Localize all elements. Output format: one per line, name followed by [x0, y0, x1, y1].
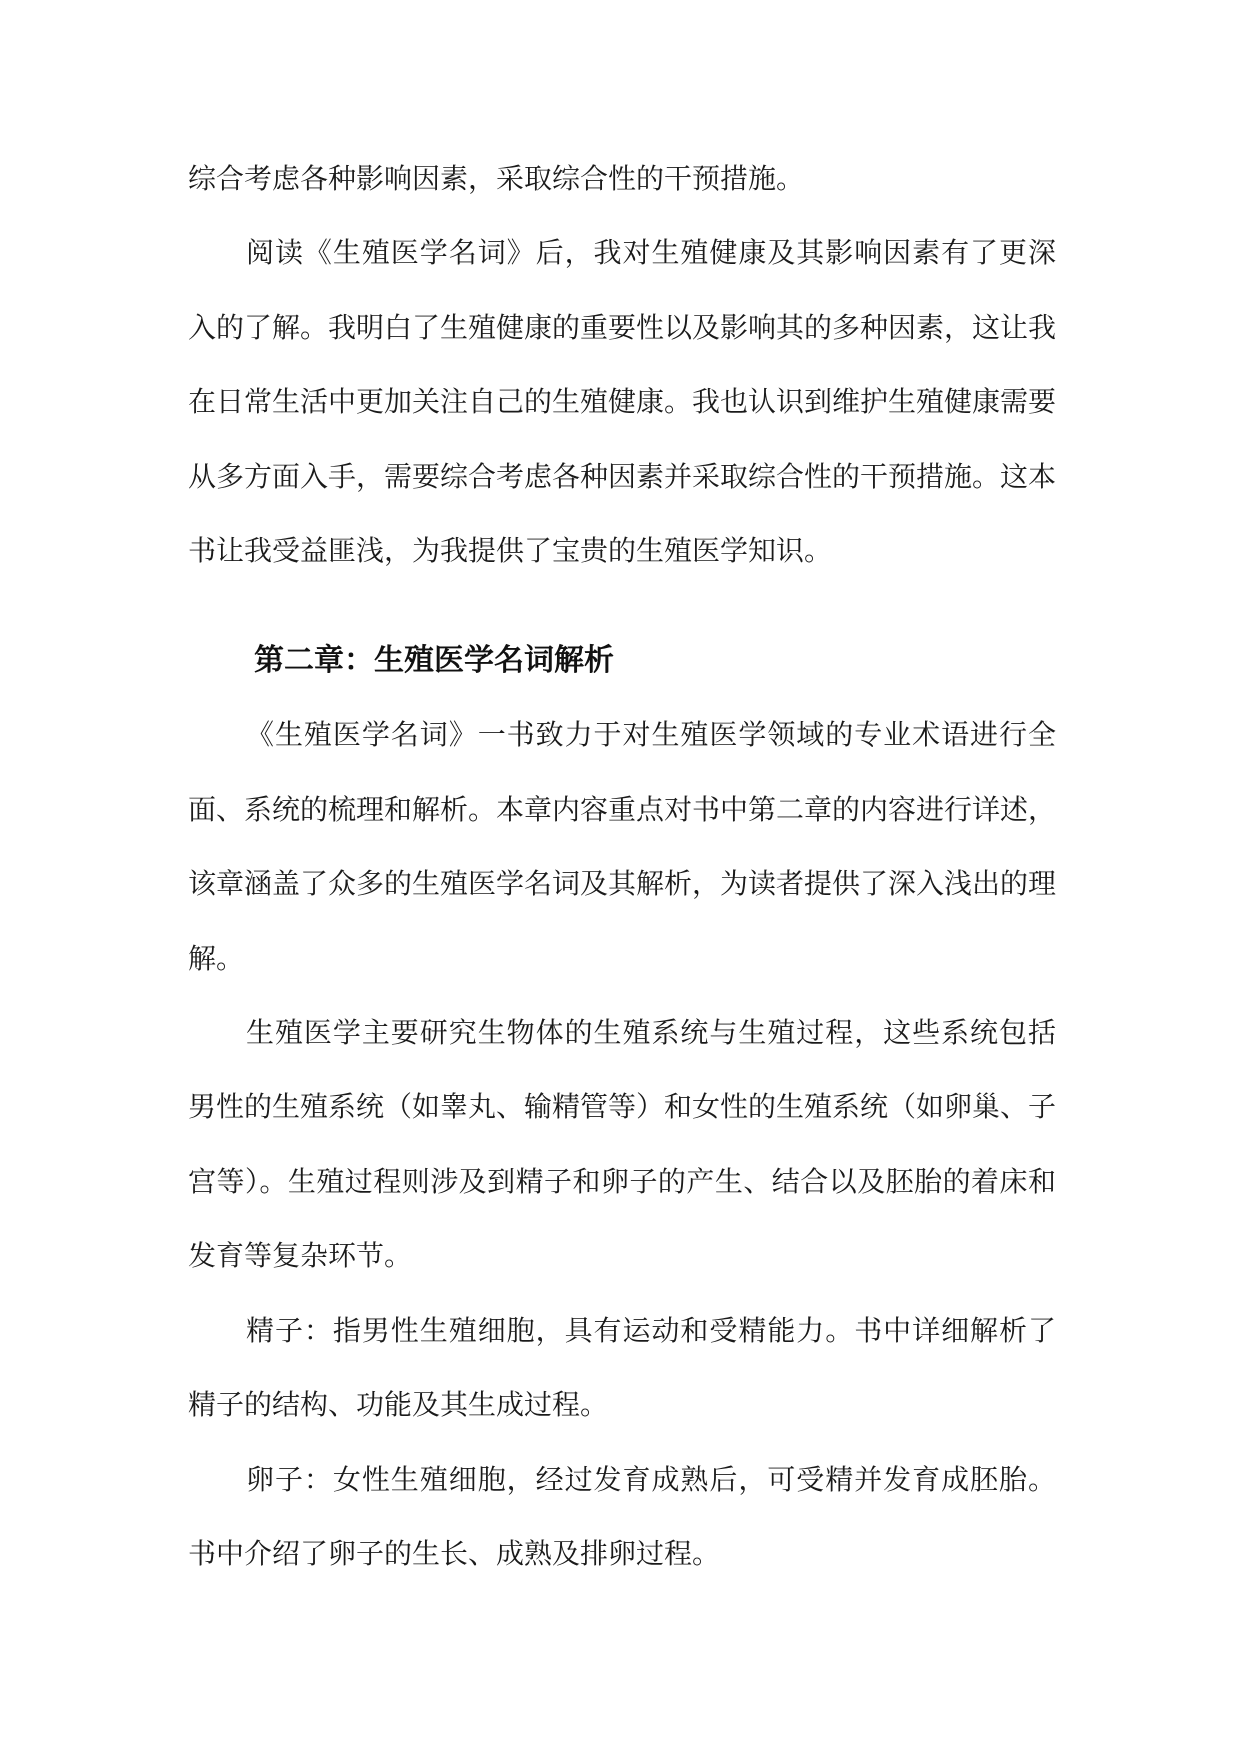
paragraph-sperm: 精子：指男性生殖细胞，具有运动和受精能力。书中详细解析了精子的结构、功能及其生成过程。	[188, 1313, 1056, 1422]
paragraph-chapter-intro: 《生殖医学名词》一书致力于对生殖医学领域的专业术语进行全面、系统的梳理和解析。本章内容重点对书中第二章的内容进行详述，该章涵盖了众多的生殖医学名词及其解析，为读者提供了深入浅出的理解。	[188, 718, 1057, 975]
paragraph-reflection: 阅读《生殖医学名词》后，我对生殖健康及其影响因素有了更深入的了解。我明白了生殖健康的重要性以及影响其的多种因素，这让我在日常生活中更加关注自己的生殖健康。我也认识到维护生殖健康需要从多方面入手，需要综合考虑各种因素并采取综合性的干预措施。这本书让我受益匪浅，为我提供了宝贵的生殖医学知识。	[188, 236, 1057, 568]
chapter-heading: 第二章：生殖医学名词解析	[254, 643, 614, 679]
paragraph-ovum: 卵子：女性生殖细胞，经过发育成熟后，可受精并发育成胚胎。书中介绍了卵子的生长、成熟及排卵过程。	[188, 1462, 1056, 1570]
paragraph-continuation: 综合考虑各种影响因素，采取综合性的干预措施。	[188, 162, 805, 195]
paragraph-reproductive-systems: 生殖医学主要研究生物体的生殖系统与生殖过程，这些系统包括男性的生殖系统（如睾丸、输精管等）和女性的生殖系统（如卵巢、子宫等）。生殖过程则涉及到精子和卵子的产生、结合以及胚胎的着床和发育等复杂环节。	[188, 1016, 1057, 1273]
document-body	[188, 142, 1056, 1591]
